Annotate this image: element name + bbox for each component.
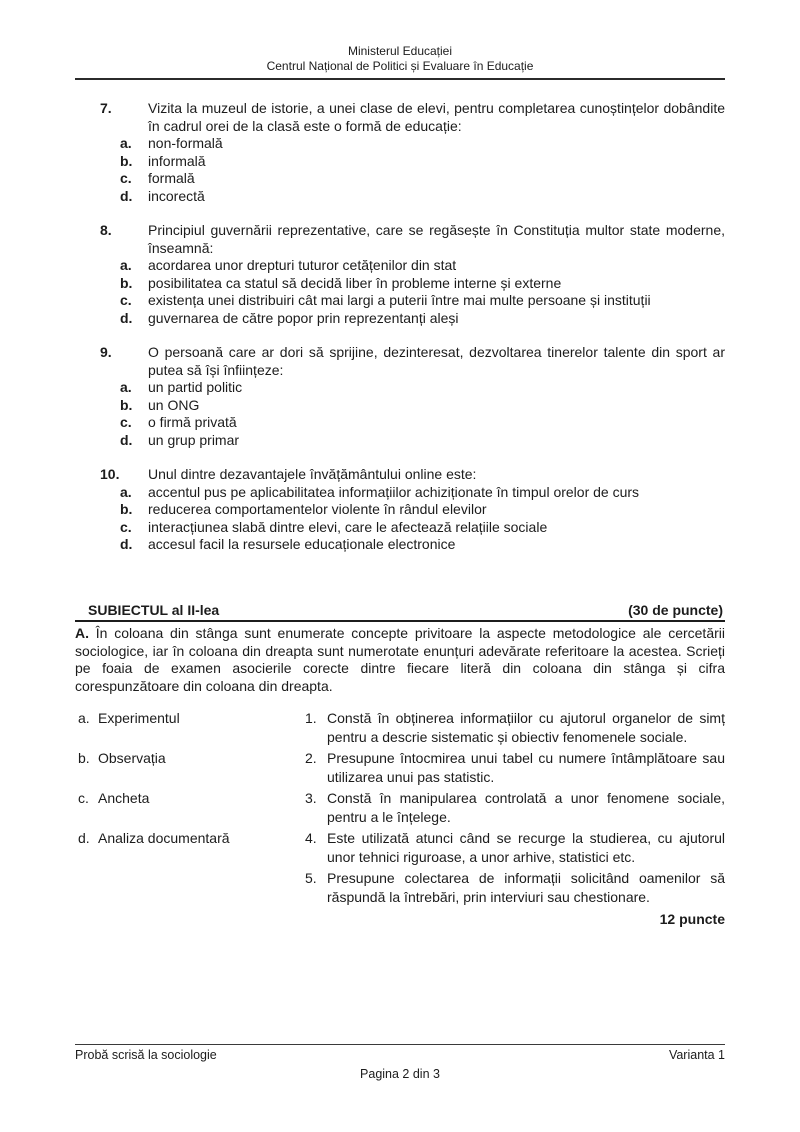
question-stem <box>75 100 725 135</box>
part-a-intro <box>75 625 725 695</box>
concept-text-empty <box>98 869 305 907</box>
option-text: accentul pus pe aplicabilitatea informațiilor achiziționate în timpul orelor de curs <box>148 483 640 500</box>
statement-text: Constă în manipularea controlată a unor fenomene sociale, pentru a le înțelege. <box>327 790 725 825</box>
option-text: un partid politic <box>148 379 243 395</box>
subject-2-title: SUBIECTUL al II-lea <box>88 601 220 618</box>
footer-page-number: Pagina 2 din 3 <box>360 1067 440 1081</box>
option-text: existența unei distribuiri cât mai largi a puterii între mai multe persoane și instituții <box>148 292 651 308</box>
option-letter: c. <box>120 292 132 308</box>
match-row-2 <box>75 749 725 787</box>
option-text: reducerea comportamentelor violente în rândul elevilor <box>148 501 487 517</box>
statement-number: 4. <box>305 830 317 846</box>
question-8 <box>75 222 725 327</box>
center-name: Centrul Național de Politici și Evaluare în Educație <box>266 58 534 73</box>
option-letter: b. <box>120 274 133 291</box>
footer-variant: Varianta 1 <box>668 1048 725 1062</box>
option-text: formală <box>148 170 195 186</box>
option-letter: b. <box>120 501 133 517</box>
answer-option <box>75 432 725 450</box>
subject-2-points: (30 de puncte) <box>628 601 723 618</box>
concept-text: Ancheta <box>98 790 150 806</box>
option-text: un grup primar <box>148 431 240 448</box>
option-text: interacțiunea slabă dintre elevi, care le afectează relațiile sociale <box>148 518 548 535</box>
statement-number: 2. <box>305 750 317 766</box>
option-letter: c. <box>120 170 132 186</box>
question-number: 9. <box>100 344 112 360</box>
question-stem <box>75 344 725 379</box>
footer-row <box>75 1048 725 1063</box>
ministry-name: Ministerul Educației <box>347 44 453 58</box>
option-text: o firmă privată <box>148 414 237 430</box>
question-stem <box>75 466 725 484</box>
footer-exam-name: Probă scrisă la sociologie <box>75 1048 217 1062</box>
subject-2-heading <box>75 602 725 623</box>
question-10 <box>75 466 725 554</box>
option-text: un ONG <box>148 396 200 413</box>
option-letter: c. <box>120 414 132 430</box>
answer-option <box>75 275 725 293</box>
option-letter: b. <box>120 396 133 413</box>
question-text: O persoană care ar dori să sprijine, dezinteresat, dezvoltarea tinerelor talente din sport ar putea să își înființeze: <box>148 344 725 378</box>
answer-option <box>75 536 725 554</box>
concept-letter: d. <box>78 830 90 846</box>
statement-number: 5. <box>305 870 317 886</box>
question-9 <box>75 344 725 449</box>
statement-number: 3. <box>305 790 317 806</box>
question-text: Principiul guvernării reprezentative, care se regăsește în Constituția multor state moderne, înseamnă: <box>148 222 725 256</box>
option-text: guvernarea de către popor prin reprezentanți aleși <box>148 309 459 326</box>
answer-option <box>75 501 725 519</box>
option-letter: c. <box>120 518 132 535</box>
question-number: 7. <box>100 100 112 116</box>
question-text: Unul dintre dezavantajele învățământului online este: <box>148 466 477 482</box>
option-text: non-formală <box>148 135 223 151</box>
answer-option <box>75 170 725 188</box>
points-label: 12 puncte <box>659 911 725 927</box>
statement-text: Presupune întocmirea unui tabel cu numere întâmplătoare sau utilizarea unui pas statistic. <box>327 750 725 785</box>
concept-text: Observația <box>98 750 166 766</box>
statement-text: Constă în obținerea informațiilor cu ajutorul organelor de simț pentru a descrie sistematic și obiectiv fenomenele sociale. <box>327 710 725 745</box>
option-letter: a. <box>120 379 132 395</box>
option-letter: a. <box>120 483 132 500</box>
part-a-text: În coloana din stânga sunt enumerate concepte privitoare la aspecte metodologice ale cercetării sociologice, iar în coloana din dreapta sunt numerotate enunțuri adevărate referitoare la acestea. Scrieți pe foaia de examen asocierile corecte dintre fiecare literă din coloana din stânga și cifra corespunzătoare din coloana din dreapta. <box>75 625 725 694</box>
question-stem <box>75 222 725 257</box>
page-content <box>75 0 725 929</box>
option-letter: b. <box>120 152 133 169</box>
question-7 <box>75 100 725 205</box>
option-letter: a. <box>120 257 132 273</box>
answer-option <box>75 257 725 275</box>
answer-option <box>75 519 725 537</box>
concept-text: Experimentul <box>98 710 180 726</box>
option-text: acordarea unor drepturi tuturor cetățenilor din stat <box>148 257 457 273</box>
statement-text: Presupune colectarea de informații solicitând oamenilor să răspundă la întrebări, prin interviuri sau chestionare. <box>327 870 725 905</box>
answer-option <box>75 397 725 415</box>
concept-letter: a. <box>78 710 90 726</box>
questions-block <box>75 80 725 554</box>
option-letter: d. <box>120 309 133 326</box>
option-text: accesul facil la resursele educaționale electronice <box>148 536 456 552</box>
statement-text: Este utilizată atunci când se recurge la studierea, cu ajutorul unor tehnici riguroase, a unor arhive, statistici etc. <box>327 830 725 865</box>
option-text: posibilitatea ca statul să decidă liber în probleme interne și externe <box>148 274 562 291</box>
statement-number: 1. <box>305 710 317 726</box>
concept-letter-empty <box>75 869 98 907</box>
match-row-1 <box>75 709 725 747</box>
question-number: 10. <box>100 466 120 482</box>
document-header <box>75 0 725 80</box>
option-text: incorectă <box>148 187 205 204</box>
match-row-3 <box>75 789 725 827</box>
answer-option <box>75 310 725 328</box>
answer-option <box>75 188 725 206</box>
concept-text: Analiza documentară <box>98 830 230 846</box>
answer-option <box>75 379 725 397</box>
answer-option <box>75 292 725 310</box>
answer-option <box>75 153 725 171</box>
option-text: informală <box>148 152 206 169</box>
option-letter: d. <box>120 431 133 448</box>
option-letter: d. <box>120 187 133 204</box>
match-row-4 <box>75 829 725 867</box>
option-letter: d. <box>120 536 133 552</box>
part-a-label: A. <box>75 625 89 641</box>
answer-option <box>75 135 725 153</box>
concept-letter: c. <box>78 790 89 806</box>
question-number: 8. <box>100 222 112 238</box>
match-row-5 <box>75 869 725 907</box>
concept-letter: b. <box>78 750 90 766</box>
document-footer <box>75 1044 725 1082</box>
answer-option <box>75 414 725 432</box>
question-text: Vizita la muzeul de istorie, a unei clase de elevi, pentru completarea cunoștințelor dobândite în cadrul orei de la clasă este o formă de educație: <box>148 100 725 134</box>
answer-option <box>75 484 725 502</box>
option-letter: a. <box>120 135 132 151</box>
matching-exercise <box>75 709 725 929</box>
